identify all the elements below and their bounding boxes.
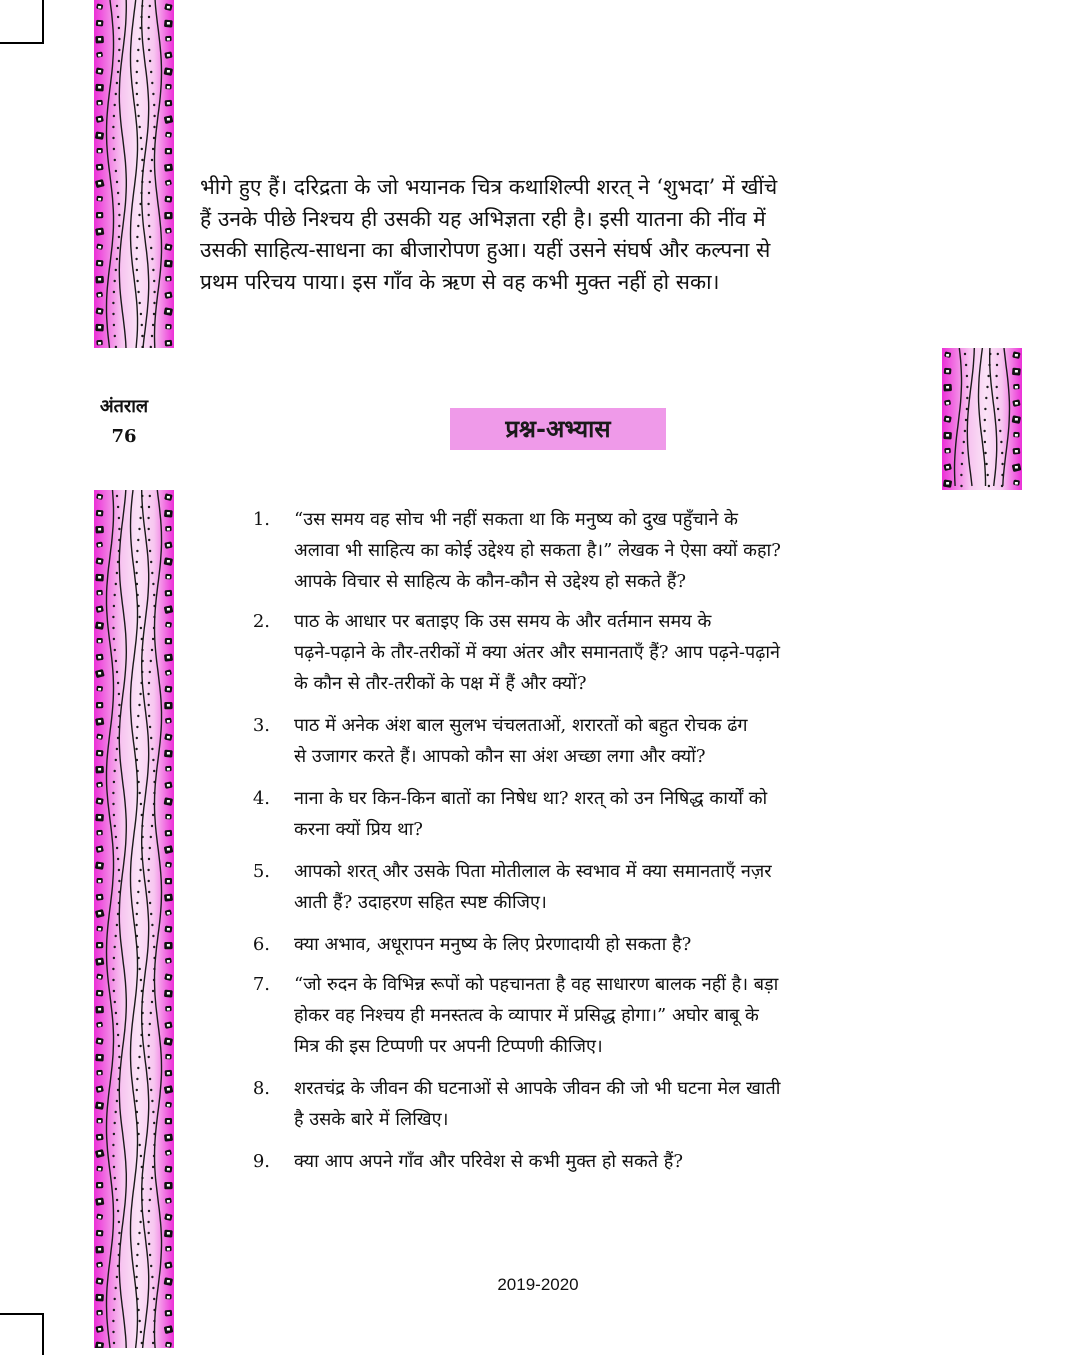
question-number: 2. (252, 611, 270, 632)
intro-line: भीगे हुए हैं। दरिद्रता के जो भयानक चित्र कथाशिल्पी शरत् ने ‘शुभदा’ में खींचे (200, 175, 778, 199)
question-number: 5. (252, 861, 270, 882)
question-line: आती हैं? उदाहरण सहित स्पष्ट कीजिए। (294, 892, 547, 913)
question-text (294, 929, 870, 960)
question-line: नाना के घर किन-किन बातों का निषेध था? शरत् को उन निषिद्ध कार्यों को (294, 788, 768, 809)
question-number: 4. (252, 788, 270, 809)
question-item (250, 969, 870, 1062)
intro-line: उसकी साहित्य-साधना का बीजारोपण हुआ। यहीं उसने संघर्ष और कल्पना से (200, 238, 771, 262)
question-text (294, 969, 870, 1062)
question-line: के कौन से तौर-तरीकों के पक्ष में हैं और क्यों? (294, 673, 587, 694)
crop-mark-top-h (0, 42, 44, 44)
question-text (294, 504, 870, 597)
question-line: आपके विचार से साहित्य के कौन-कौन से उद्देश्य हो सकते हैं? (294, 571, 687, 592)
question-text (294, 606, 870, 699)
question-item (250, 710, 870, 772)
question-text (294, 783, 870, 845)
question-line: से उजागर करते हैं। आपको कौन सा अंश अच्छा लगा और क्यों? (294, 746, 706, 767)
crop-mark-top-v (42, 0, 44, 44)
question-line: पाठ में अनेक अंश बाल सुलभ चंचलताओं, शरारतों को बहुत रोचक ढंग (294, 715, 748, 736)
question-item (250, 1146, 870, 1177)
question-item (250, 504, 870, 597)
question-number: 1. (252, 509, 270, 530)
crop-mark-bottom-h (0, 1313, 44, 1315)
intro-paragraph (200, 172, 920, 298)
question-text (294, 1073, 870, 1135)
question-line: शरतचंद्र के जीवन की घटनाओं से आपके जीवन की जो भी घटना मेल खाती (294, 1078, 781, 1099)
question-line: पढ़ने-पढ़ाने के तौर-तरीकों में क्या अंतर और समानताएँ हैं? आप पढ़ने-पढ़ाने (294, 642, 780, 663)
decorative-band-bottom-left (94, 490, 174, 1348)
question-number: 8. (252, 1078, 270, 1099)
question-number: 7. (252, 974, 270, 995)
question-line: आपको शरत् और उसके पिता मोतीलाल के स्वभाव में क्या समानताएँ नज़र (294, 861, 772, 882)
question-item (250, 783, 870, 845)
question-item (250, 856, 870, 918)
question-line: मित्र की इस टिप्पणी पर अपनी टिप्पणी कीजिए। (294, 1036, 603, 1057)
question-text (294, 710, 870, 772)
question-text (294, 1146, 870, 1177)
question-line: है उसके बारे में लिखिए। (294, 1109, 449, 1130)
band-pattern (94, 0, 174, 348)
question-line: करना क्यों प्रिय था? (294, 819, 423, 840)
question-line: पाठ के आधार पर बताइए कि उस समय के और वर्तमान समय के (294, 611, 712, 632)
crop-mark-bottom-v (42, 1313, 44, 1355)
question-line: क्या आप अपने गाँव और परिवेश से कभी मुक्त हो सकते हैं? (294, 1151, 683, 1172)
question-line: होकर वह निश्चय ही मनस्तत्व के व्यापार में प्रसिद्ध होगा।” अघोर बाबू के (294, 1005, 759, 1026)
question-line: क्या अभाव, अधूरापन मनुष्य के लिए प्रेरणादायी हो सकता है? (294, 934, 692, 955)
question-item (250, 1073, 870, 1135)
question-line: “उस समय वह सोच भी नहीं सकता था कि मनुष्य को दुख पहुँचाने के (294, 509, 738, 530)
question-item (250, 606, 870, 699)
page-number: 76 (111, 426, 137, 447)
question-number: 9. (252, 1151, 270, 1172)
band-pattern (94, 490, 174, 1348)
intro-line: प्रथम परिचय पाया। इस गाँव के ऋण से वह कभी मुक्त नहीं हो सका। (200, 269, 720, 294)
section-heading: प्रश्न-अभ्यास (450, 408, 666, 450)
question-text (294, 856, 870, 918)
decorative-band-top-left (94, 0, 174, 348)
book-title: अंतराल (99, 396, 149, 417)
question-number: 3. (252, 715, 270, 736)
running-header (82, 392, 166, 452)
question-number: 6. (252, 934, 270, 955)
decorative-band-right (942, 348, 1022, 490)
intro-line: हैं उनके पीछे निश्चय ही उसकी यह अभिज्ञता रही है। इसी यातना की नींव में (200, 206, 766, 231)
question-line: “जो रुदन के विभिन्न रूपों को पहचानता है वह साधारण बालक नहीं है। बड़ा (294, 974, 779, 995)
question-item (250, 929, 870, 960)
band-pattern (942, 348, 1022, 490)
footer-year: 2019-2020 (497, 1275, 579, 1294)
question-line: अलावा भी साहित्य का कोई उद्देश्य हो सकता है।” लेखक ने ऐसा क्यों कहा? (294, 540, 781, 561)
